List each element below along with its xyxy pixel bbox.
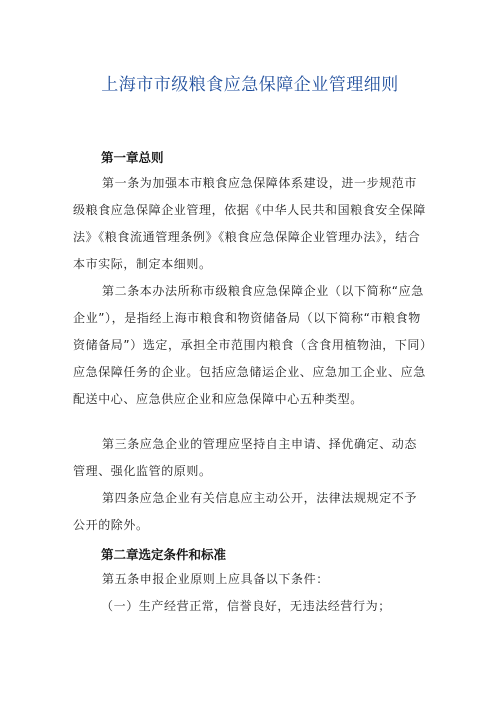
chapter-heading-2: 第二章选定条件和标准: [101, 547, 227, 562]
article-4: 第四条应急企业有关信息应主动公开，法律法规规定不予公开的除外。: [73, 491, 418, 532]
article-3: 第三条应急企业的管理应坚持自主申请、择优确定、动态管理、强化监管的原则。: [73, 437, 418, 478]
article-1: 第一条为加强本市粮食应急保障体系建设，进一步规范市级粮食应急保障企业管理，依据《中华人民共和国粮食安全保障法》《粮食流通管理条例》《粮食应急保障企业管理办法》，结合本市实际，制定本细则。: [73, 176, 426, 271]
document-title: 上海市市级粮食应急保障企业管理细则: [101, 75, 399, 95]
article-5: 第五条申报企业原则上应具备以下条件：: [102, 572, 329, 586]
chapter-heading-1: 第一章总则: [101, 150, 164, 165]
list-item: （一）生产经营正常，信誉良好，无违法经营行为；: [101, 599, 391, 613]
article-2: 第二条本办法所称市级粮食应急保障企业（以下简称“应急企业”），是指经上海市粮食和物资储备局（以下简称“市粮食物资储备局”）选定，承担全市范围内粮食（含食用植物油，下同）应急保障任务的企业。包括应急储运企业、应急加工企业、应急配送中心、应急供应企业和应急保障中心五种类型。: [73, 284, 427, 406]
